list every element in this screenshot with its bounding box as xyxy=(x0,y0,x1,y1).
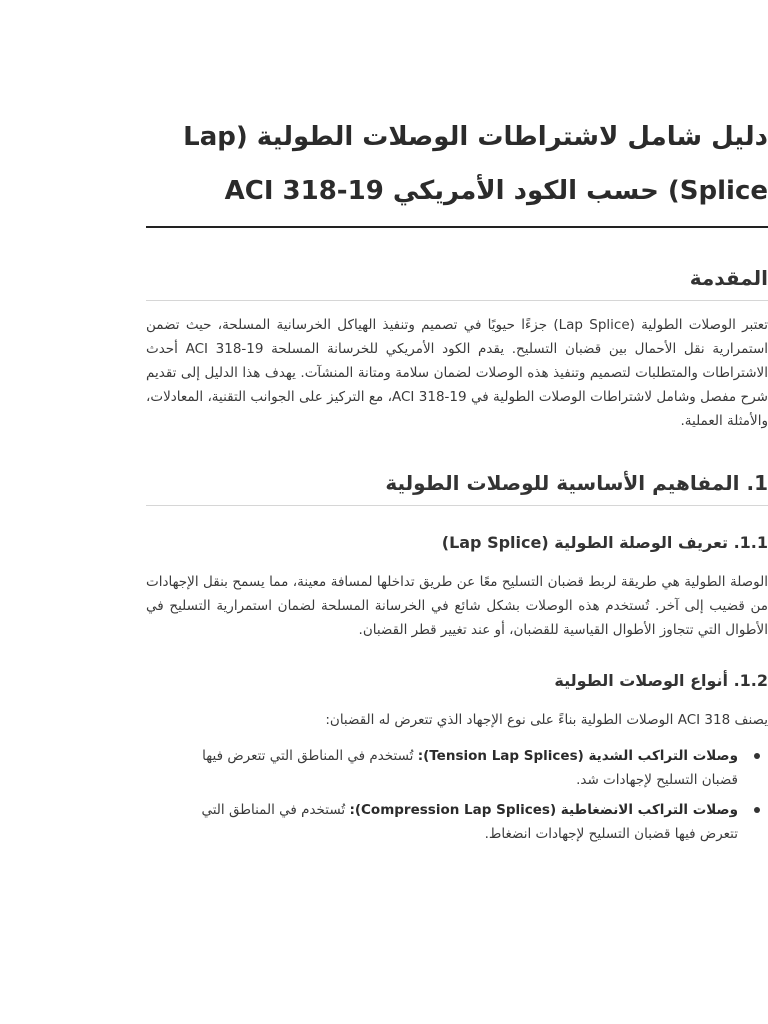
document-page xyxy=(146,0,768,846)
subsection-heading-definition: 1.1. تعريف الوصلة الطولية (Lap Splice) xyxy=(441,533,768,552)
list-item-text: تُستخدم في المناطق التي تتعرض فيها قضبان التسليح لإجهادات انضغاط. xyxy=(201,802,738,842)
bullet-icon xyxy=(754,807,760,813)
document-title: دليل شامل لاشتراطات الوصلات الطولية (Lap Splice) حسب الكود الأمريكي ACI 318-19 xyxy=(146,110,768,228)
intro-paragraph: تعتبر الوصلات الطولية (Lap Splice) جزءًا حيويًا في تصميم وتنفيذ الهياكل الخرسانية المسلحة، حيث تضمن استمرارية نقل الأحمال بين قضبان التسليح. يقدم الكود الأمريكي للخرسانة المسلحة ACI 318-19 أحدث الاشتراطات والمتطلبات لتصميم وتنفيذ هذه الوصلات لضمان سلامة ومتانة المنشآت. يهدف هذا الدليل إلى تقديم شرح مفصل وشامل لاشتراطات الوصلات الطولية في ACI 318-19، مع التركيز على الجوانب التقنية، المعادلات، والأمثلة العملية. xyxy=(146,317,768,429)
bullet-icon xyxy=(754,753,760,759)
types-paragraph: يصنف ACI 318 الوصلات الطولية بناءً على نوع الإجهاد الذي تتعرض له القضبان: xyxy=(325,712,768,728)
section-heading-concepts: 1. المفاهيم الأساسية للوصلات الطولية xyxy=(146,467,768,506)
list-item-term: وصلات التراكب الشدية (Tension Lap Splices): xyxy=(417,748,738,764)
list-item-term: وصلات التراكب الانضغاطية (Compression Lap Splices): xyxy=(349,802,738,818)
list-item-text: تُستخدم في المناطق التي تتعرض فيها قضبان التسليح لإجهادات شد. xyxy=(202,748,738,788)
list-item xyxy=(146,744,738,792)
section-heading-intro: المقدمة xyxy=(146,262,768,301)
list-item xyxy=(146,798,738,846)
definition-paragraph: الوصلة الطولية هي طريقة لربط قضبان التسليح معًا عن طريق تداخلها لمسافة معينة، مما يسمح بنقل الإجهادات من قضيب إلى آخر. تُستخدم هذه الوصلات بشكل شائع في الخرسانة المسلحة لضمان استمرارية التسليح في الأطوال التي تتجاوز الأطوال القياسية للقضبان، أو عند تغيير قطر القضبان. xyxy=(146,574,768,638)
splice-types-list xyxy=(146,744,768,846)
subsection-heading-types: 1.2. أنواع الوصلات الطولية xyxy=(554,671,768,690)
